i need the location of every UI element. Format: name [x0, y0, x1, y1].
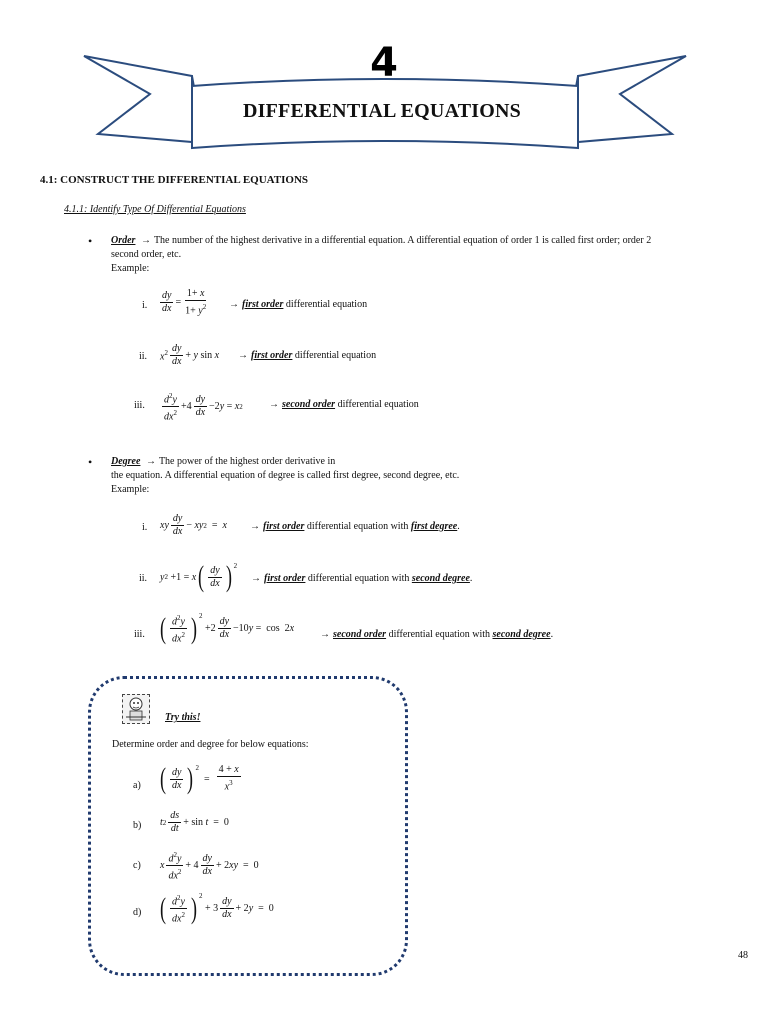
order-eq-2: $x^2$ $\frac{dy}{dx}$ + y sin x	[160, 343, 220, 367]
order-item-num: iii.	[134, 400, 145, 411]
order-desc-1: → first order differential equation	[229, 299, 368, 310]
bullet-marker: •	[88, 234, 93, 248]
degree-desc-3: → second order differential equation with second degree.	[320, 629, 554, 640]
exercise-eq-b: t 2 $\frac{ds}{dt}$ + sin t = 0	[160, 810, 229, 834]
order-item-num: ii.	[139, 351, 148, 362]
degree-text-line1: The power of the highest order derivative in	[158, 456, 336, 467]
order-eq-1: $\frac{dy}{dx}$ = $\frac{1+ x}{1+ y^2}$	[162, 288, 207, 317]
degree-eq-3: ( $\frac{d^2y}{dx^2}$ ) $^2$ +2 $\frac{dy}{dx}$ −10 y = cos 2 x	[160, 611, 295, 645]
degree-item-num: iii.	[134, 629, 145, 640]
degree-eq-1: xy $\frac{dy}{dx}$ − xy 2 = x	[160, 513, 227, 537]
order-desc-2: → first order differential equation	[238, 350, 377, 361]
order-definition	[111, 234, 751, 276]
degree-eq-2: y 2 +1 = x ( $\frac{dy}{dx}$ ) $^2$	[160, 560, 238, 593]
degree-item-num: ii.	[139, 573, 148, 584]
order-text-line2: second order, etc.	[111, 249, 182, 260]
try-this-prompt: Determine order and degree for below equations:	[112, 739, 309, 750]
try-this-title: Try this!	[165, 712, 201, 723]
degree-definition	[111, 455, 751, 497]
page-number: 48	[738, 950, 748, 961]
subsection-heading: 4.1.1: Identify Type Of Differential Equations	[64, 204, 246, 215]
degree-example-label: Example:	[111, 484, 150, 495]
exercise-eq-a: ( $\frac{dy}{dx}$ ) $^2$ = $\frac{4 + x}{x^3}$	[160, 762, 239, 795]
degree-desc-1: → first order differential equation with first degree.	[250, 521, 460, 532]
student-thinking-icon	[122, 694, 150, 724]
chapter-number: 4	[370, 40, 398, 86]
arrow-icon: →	[145, 456, 156, 467]
chapter-title: DIFFERENTIAL EQUATIONS	[243, 100, 521, 122]
degree-term: Degree	[111, 456, 141, 467]
degree-desc-2: → first order differential equation with second degree.	[251, 573, 473, 584]
order-eq-3: $\frac{d^2y}{dx^2}$ +4 $\frac{dy}{dx}$ −2 y = x 2	[164, 392, 243, 423]
exercise-eq-d: ( $\frac{d^2y}{dx^2}$ ) $^2$ + 3 $\frac{dy}{dx}$ + 2 y = 0	[160, 891, 274, 925]
exercise-label: a)	[133, 780, 141, 791]
order-example-label: Example:	[111, 263, 150, 274]
order-item-num: i.	[142, 300, 148, 311]
exercise-label: d)	[133, 907, 142, 918]
exercise-label: c)	[133, 860, 141, 871]
degree-item-num: i.	[142, 522, 148, 533]
order-term: Order	[111, 235, 136, 246]
bullet-marker: •	[88, 455, 93, 469]
section-heading: 4.1: CONSTRUCT THE DIFFERENTIAL EQUATIONS	[40, 174, 309, 186]
exercise-label: b)	[133, 820, 142, 831]
order-desc-3: → second order differential equation	[269, 399, 419, 410]
degree-text-line2: the equation. A differential equation of degree is called first degree, second degree, etc.	[111, 470, 460, 481]
arrow-icon: →	[140, 235, 151, 246]
exercise-eq-c: x $\frac{d^2y}{dx^2}$ + 4 $\frac{dy}{dx}$ + 2 xy = 0	[160, 851, 259, 882]
order-text-line1: The number of the highest derivative in a differential equation. A differential equation of order 1 is called first order; order 2	[153, 235, 652, 246]
